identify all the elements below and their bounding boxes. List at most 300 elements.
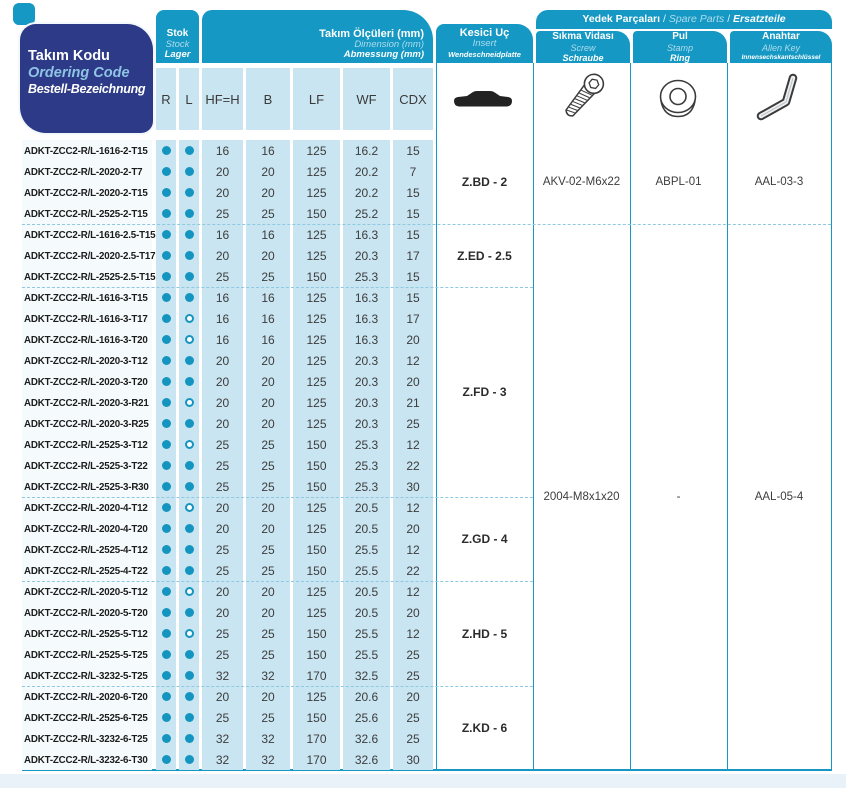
- b-cell: 25: [246, 623, 290, 644]
- b-cell: 20: [246, 686, 290, 707]
- key-part-number: AAL-03-3: [754, 176, 804, 188]
- b-cell: 20: [246, 413, 290, 434]
- hf-cell: 20: [202, 581, 243, 602]
- b-cell: 20: [246, 161, 290, 182]
- b-cell: 20: [246, 518, 290, 539]
- insert-header: [436, 24, 533, 63]
- code-cell: [22, 476, 152, 497]
- code-cell: [22, 497, 152, 518]
- ordering-code-text: ADKT-ZCC2-R/L-3232-6-T25: [24, 732, 148, 745]
- wf-cell: 20.2: [343, 182, 390, 203]
- group-separator-dashed-line: [22, 497, 533, 498]
- hf-cell: 32: [202, 665, 243, 686]
- stock-r-cell: [156, 161, 176, 182]
- stock-l-dot-open: [185, 335, 194, 344]
- hf-cell: 20: [202, 182, 243, 203]
- cdx-cell: 15: [393, 266, 433, 287]
- lf-cell: 170: [293, 665, 340, 686]
- stock-r-dot-filled: [162, 608, 171, 617]
- dimensions-header-en: Dimension (mm): [354, 38, 424, 50]
- stock-l-cell: [179, 308, 199, 329]
- hf-cell: 25: [202, 266, 243, 287]
- code-cell: [22, 686, 152, 707]
- cdx-cell: 12: [393, 350, 433, 371]
- lf-cell: 150: [293, 476, 340, 497]
- b-cell: 25: [246, 476, 290, 497]
- stock-l-dot-open: [185, 587, 194, 596]
- stock-r-cell: [156, 581, 176, 602]
- stock-r-dot-filled: [162, 503, 171, 512]
- separator: /: [660, 13, 669, 25]
- b-cell: 25: [246, 455, 290, 476]
- cdx-cell: 25: [393, 413, 433, 434]
- cdx-cell: 20: [393, 329, 433, 350]
- lf-cell: 125: [293, 161, 340, 182]
- cdx-cell: 25: [393, 728, 433, 749]
- b-cell: 25: [246, 644, 290, 665]
- ordering-code-text: ADKT-ZCC2-R/L-2020-3-T12: [24, 354, 148, 367]
- stock-r-cell: [156, 224, 176, 245]
- insert-group-label: Z.KD - 6: [461, 721, 508, 735]
- lf-cell: 125: [293, 140, 340, 161]
- ordering-code-text: ADKT-ZCC2-R/L-1616-3-T17: [24, 312, 148, 325]
- stock-r-dot-filled: [162, 251, 171, 260]
- stock-l-dot-filled: [185, 608, 194, 617]
- insert-group-label: Z.HD - 5: [461, 626, 508, 641]
- stock-l-cell: [179, 623, 199, 644]
- stock-l-dot-filled: [185, 692, 194, 701]
- stock-header: [156, 10, 199, 63]
- stock-l-cell: [179, 518, 199, 539]
- stock-l-cell: [179, 140, 199, 161]
- stock-r-cell: [156, 350, 176, 371]
- stock-l-dot-open: [185, 629, 194, 638]
- stock-r-cell: [156, 686, 176, 707]
- code-cell: [22, 581, 152, 602]
- lf-cell: 125: [293, 686, 340, 707]
- lf-cell: 125: [293, 581, 340, 602]
- stock-r-dot-filled: [162, 482, 171, 491]
- insert-header-de: Wendeschneidplatte: [448, 49, 521, 59]
- hf-cell: 25: [202, 560, 243, 581]
- b-cell: 32: [246, 749, 290, 770]
- stock-r-dot-filled: [162, 524, 171, 533]
- code-cell: [22, 392, 152, 413]
- hf-cell: 32: [202, 728, 243, 749]
- hf-cell: 25: [202, 455, 243, 476]
- cdx-cell: 7: [393, 161, 433, 182]
- stock-l-dot-filled: [185, 545, 194, 554]
- ordering-code-text: ADKT-ZCC2-R/L-2525-4-T22: [24, 564, 148, 577]
- stock-r-cell: [156, 518, 176, 539]
- hf-cell: 20: [202, 245, 243, 266]
- wf-cell: 16.3: [343, 287, 390, 308]
- stock-l-cell: [179, 686, 199, 707]
- insert-header-en: Insert: [472, 38, 497, 49]
- code-cell: [22, 665, 152, 686]
- lf-cell: 125: [293, 413, 340, 434]
- ordering-code-text: ADKT-ZCC2-R/L-2020-5-T12: [24, 585, 148, 598]
- lf-cell: 170: [293, 749, 340, 770]
- ordering-code-text: ADKT-ZCC2-R/L-2020-3-T20: [24, 375, 148, 388]
- stock-l-dot-open: [185, 398, 194, 407]
- stock-l-dot-filled: [185, 461, 194, 470]
- stock-r-dot-filled: [162, 461, 171, 470]
- stock-r-cell: [156, 434, 176, 455]
- stock-r-dot-filled: [162, 419, 171, 428]
- code-cell: [22, 560, 152, 581]
- stock-r-dot-filled: [162, 230, 171, 239]
- hf-cell: 20: [202, 518, 243, 539]
- ring-header: [633, 31, 727, 63]
- wf-cell: 20.6: [343, 686, 390, 707]
- stock-r-cell: [156, 623, 176, 644]
- stock-r-dot-filled: [162, 566, 171, 575]
- spare-parts-header-en: Spare Parts: [668, 13, 725, 25]
- hf-cell: 25: [202, 203, 243, 224]
- stock-l-cell: [179, 434, 199, 455]
- wf-cell: 25.3: [343, 476, 390, 497]
- stock-l-cell: [179, 560, 199, 581]
- stock-r-dot-filled: [162, 167, 171, 176]
- hf-cell: 25: [202, 623, 243, 644]
- wf-cell: 20.2: [343, 161, 390, 182]
- column-header-r: R: [156, 68, 176, 130]
- stock-r-cell: [156, 203, 176, 224]
- hf-cell: 20: [202, 497, 243, 518]
- lf-cell: 125: [293, 371, 340, 392]
- cdx-cell: 20: [393, 518, 433, 539]
- wf-cell: 20.3: [343, 413, 390, 434]
- wf-cell: 25.5: [343, 644, 390, 665]
- lf-cell: 125: [293, 392, 340, 413]
- column-divider: [533, 63, 534, 771]
- column-divider: [436, 63, 437, 771]
- code-cell: [22, 644, 152, 665]
- stock-r-cell: [156, 476, 176, 497]
- insert-group-label: Z.BD - 2: [461, 175, 508, 189]
- stock-l-dot-filled: [185, 230, 194, 239]
- b-cell: 16: [246, 224, 290, 245]
- stock-l-cell: [179, 644, 199, 665]
- wf-cell: 16.3: [343, 224, 390, 245]
- wf-cell: 20.5: [343, 581, 390, 602]
- lf-cell: 150: [293, 266, 340, 287]
- cdx-cell: 20: [393, 371, 433, 392]
- wf-cell: 25.2: [343, 203, 390, 224]
- stock-l-dot-open: [185, 503, 194, 512]
- cdx-cell: 25: [393, 644, 433, 665]
- stock-r-cell: [156, 182, 176, 203]
- stock-r-dot-filled: [162, 713, 171, 722]
- hf-cell: 20: [202, 686, 243, 707]
- hf-cell: 25: [202, 644, 243, 665]
- washer-icon: [654, 76, 702, 122]
- code-cell: [22, 350, 152, 371]
- insert-group-label: Z.ED - 2.5: [457, 248, 512, 263]
- lf-cell: 125: [293, 497, 340, 518]
- ordering-code-text: ADKT-ZCC2-R/L-1616-3-T15: [24, 291, 148, 304]
- stock-l-dot-filled: [185, 650, 194, 659]
- ordering-code-text: ADKT-ZCC2-R/L-2525-3-T22: [24, 459, 148, 472]
- ring-header-tr: Pul: [672, 31, 688, 42]
- lf-cell: 150: [293, 455, 340, 476]
- stock-l-cell: [179, 224, 199, 245]
- code-cell: [22, 203, 152, 224]
- allen-key-header-de: Innensechskantschlüssel: [741, 53, 821, 61]
- stock-r-dot-filled: [162, 188, 171, 197]
- stock-r-cell: [156, 455, 176, 476]
- wf-cell: 25.3: [343, 266, 390, 287]
- code-cell: [22, 518, 152, 539]
- code-cell: [22, 308, 152, 329]
- stock-l-cell: [179, 602, 199, 623]
- hf-cell: 25: [202, 707, 243, 728]
- wf-cell: 25.5: [343, 539, 390, 560]
- stock-r-dot-filled: [162, 545, 171, 554]
- group-separator-dashed-line: [22, 686, 533, 687]
- stock-r-dot-filled: [162, 692, 171, 701]
- lf-cell: 125: [293, 602, 340, 623]
- cdx-cell: 15: [393, 140, 433, 161]
- stock-l-dot-open: [185, 314, 194, 323]
- stock-l-dot-filled: [185, 734, 194, 743]
- stock-l-dot-filled: [185, 524, 194, 533]
- grooving-insert-icon: [452, 87, 514, 111]
- stock-r-cell: [156, 371, 176, 392]
- wf-cell: 16.3: [343, 329, 390, 350]
- cdx-cell: 20: [393, 602, 433, 623]
- code-cell: [22, 329, 152, 350]
- column-header-cdx: CDX: [393, 68, 433, 130]
- stock-l-dot-filled: [185, 713, 194, 722]
- spare-parts-header-tr: Yedek Parçaları: [582, 13, 661, 25]
- stock-r-cell: [156, 539, 176, 560]
- b-cell: 25: [246, 266, 290, 287]
- ordering-code-text: ADKT-ZCC2-R/L-2525-3-T12: [24, 438, 148, 451]
- stock-l-dot-filled: [185, 755, 194, 764]
- wf-cell: 25.5: [343, 623, 390, 644]
- stock-l-cell: [179, 371, 199, 392]
- title-de: Bestell-Bezeichnung: [28, 82, 146, 96]
- b-cell: 25: [246, 539, 290, 560]
- stock-r-cell: [156, 644, 176, 665]
- code-cell: [22, 623, 152, 644]
- ordering-code-text: ADKT-ZCC2-R/L-3232-5-T25: [24, 669, 148, 682]
- key-part-number: AAL-05-4: [754, 491, 804, 503]
- lf-cell: 125: [293, 245, 340, 266]
- stock-r-cell: [156, 287, 176, 308]
- stock-r-dot-filled: [162, 440, 171, 449]
- stock-r-dot-filled: [162, 293, 171, 302]
- stock-l-cell: [179, 392, 199, 413]
- stock-l-cell: [179, 728, 199, 749]
- insert-header-tr: Kesici Uç: [459, 27, 510, 39]
- ordering-code-text: ADKT-ZCC2-R/L-2020-2-T15: [24, 186, 148, 199]
- screw-header: [536, 31, 630, 63]
- stock-l-dot-filled: [185, 146, 194, 155]
- ordering-code-text: ADKT-ZCC2-R/L-1616-3-T20: [24, 333, 148, 346]
- stock-l-cell: [179, 266, 199, 287]
- hf-cell: 32: [202, 749, 243, 770]
- stock-header-tr: Stok: [166, 28, 189, 39]
- cdx-cell: 30: [393, 476, 433, 497]
- stock-l-cell: [179, 350, 199, 371]
- allen-key-header: [730, 31, 832, 63]
- ordering-code-text: ADKT-ZCC2-R/L-2020-2-T7: [24, 165, 143, 178]
- stock-r-dot-filled: [162, 398, 171, 407]
- cdx-cell: 17: [393, 245, 433, 266]
- insert-group-label: Z.GD - 4: [461, 532, 508, 546]
- stock-l-dot-filled: [185, 566, 194, 575]
- stock-header-de: Lager: [164, 49, 191, 60]
- group-separator-dashed-line: [22, 224, 831, 225]
- code-cell: [22, 749, 152, 770]
- stock-l-cell: [179, 749, 199, 770]
- wf-cell: 20.5: [343, 497, 390, 518]
- column-divider: [727, 63, 728, 771]
- lf-cell: 125: [293, 350, 340, 371]
- stock-r-dot-filled: [162, 272, 171, 281]
- ordering-code-text: ADKT-ZCC2-R/L-1616-2-T15: [24, 144, 148, 157]
- hf-cell: 25: [202, 434, 243, 455]
- code-cell: [22, 455, 152, 476]
- stock-r-cell: [156, 308, 176, 329]
- stock-r-dot-filled: [162, 755, 171, 764]
- cdx-cell: 12: [393, 434, 433, 455]
- stock-r-dot-filled: [162, 314, 171, 323]
- insert-group-label: Z.FD - 3: [462, 385, 507, 399]
- ordering-code-text: ADKT-ZCC2-R/L-2525-5-T25: [24, 648, 148, 661]
- stock-r-cell: [156, 266, 176, 287]
- wf-cell: 20.5: [343, 518, 390, 539]
- cdx-cell: 22: [393, 455, 433, 476]
- stock-r-cell: [156, 329, 176, 350]
- stock-r-cell: [156, 707, 176, 728]
- stock-l-dot-filled: [185, 188, 194, 197]
- ordering-code-header: [20, 24, 153, 133]
- b-cell: 25: [246, 434, 290, 455]
- hf-cell: 20: [202, 602, 243, 623]
- b-cell: 20: [246, 350, 290, 371]
- b-cell: 32: [246, 728, 290, 749]
- b-cell: 16: [246, 140, 290, 161]
- stock-r-dot-filled: [162, 209, 171, 218]
- b-cell: 32: [246, 665, 290, 686]
- stock-l-cell: [179, 287, 199, 308]
- lf-cell: 150: [293, 560, 340, 581]
- stock-l-cell: [179, 455, 199, 476]
- column-header-wf: WF: [343, 68, 390, 130]
- lf-cell: 125: [293, 287, 340, 308]
- stock-r-cell: [156, 497, 176, 518]
- page-bottom-strip: [0, 774, 846, 788]
- cdx-cell: 12: [393, 539, 433, 560]
- stock-r-cell: [156, 413, 176, 434]
- b-cell: 20: [246, 371, 290, 392]
- cdx-cell: 20: [393, 686, 433, 707]
- cdx-cell: 15: [393, 224, 433, 245]
- group-separator-dashed-line: [22, 287, 533, 288]
- stock-l-dot-filled: [185, 251, 194, 260]
- group-separator-dashed-line: [22, 581, 533, 582]
- stock-r-cell: [156, 140, 176, 161]
- screw-part-number: AKV-02-M6x22: [542, 176, 621, 188]
- stock-l-dot-filled: [185, 482, 194, 491]
- stock-l-cell: [179, 539, 199, 560]
- wf-cell: 20.5: [343, 602, 390, 623]
- column-header-lf: LF: [293, 68, 340, 130]
- column-header-b: B: [246, 68, 290, 130]
- code-cell: [22, 413, 152, 434]
- title-en: Ordering Code: [28, 65, 130, 81]
- lf-cell: 125: [293, 329, 340, 350]
- lf-cell: 125: [293, 182, 340, 203]
- stock-r-cell: [156, 392, 176, 413]
- cdx-cell: 15: [393, 203, 433, 224]
- stock-l-dot-filled: [185, 272, 194, 281]
- wf-cell: 32.6: [343, 728, 390, 749]
- stock-l-dot-filled: [185, 671, 194, 680]
- stock-l-dot-filled: [185, 167, 194, 176]
- b-cell: 20: [246, 182, 290, 203]
- ordering-code-text: ADKT-ZCC2-R/L-2020-4-T20: [24, 522, 148, 535]
- screw-header-tr: Sıkma Vidası: [552, 31, 614, 42]
- lf-cell: 150: [293, 707, 340, 728]
- stock-l-cell: [179, 413, 199, 434]
- stock-l-cell: [179, 665, 199, 686]
- dimensions-header-de: Abmessung (mm): [343, 49, 424, 60]
- ring-part-number: ABPL-01: [655, 176, 702, 188]
- title-tr: Takım Kodu: [28, 48, 110, 64]
- hf-cell: 20: [202, 392, 243, 413]
- cdx-cell: 12: [393, 623, 433, 644]
- stock-l-dot-filled: [185, 356, 194, 365]
- code-cell: [22, 728, 152, 749]
- dimensions-header: [202, 10, 433, 63]
- ring-header-en: Stamp: [666, 42, 693, 53]
- stock-l-cell: [179, 476, 199, 497]
- stock-r-dot-filled: [162, 356, 171, 365]
- wf-cell: 32.6: [343, 749, 390, 770]
- stock-r-dot-filled: [162, 671, 171, 680]
- code-cell: [22, 224, 156, 245]
- wf-cell: 20.3: [343, 245, 390, 266]
- wf-cell: 20.3: [343, 392, 390, 413]
- wf-cell: 25.3: [343, 434, 390, 455]
- ordering-code-text: ADKT-ZCC2-R/L-3232-6-T30: [24, 753, 148, 766]
- hf-cell: 25: [202, 476, 243, 497]
- stock-l-dot-filled: [185, 209, 194, 218]
- stock-l-dot-filled: [185, 419, 194, 428]
- allen-key-header-en: Allen Key: [761, 42, 801, 53]
- lf-cell: 150: [293, 203, 340, 224]
- screw-header-de: Schraube: [562, 52, 604, 63]
- code-cell: [22, 707, 152, 728]
- stock-l-dot-open: [185, 440, 194, 449]
- stock-l-cell: [179, 581, 199, 602]
- b-cell: 16: [246, 308, 290, 329]
- code-cell: [22, 161, 152, 182]
- code-cell: [22, 434, 152, 455]
- code-cell: [22, 266, 156, 287]
- ordering-code-text: ADKT-ZCC2-R/L-2020-3-R25: [24, 417, 149, 430]
- hf-cell: 16: [202, 140, 243, 161]
- spare-parts-header: [536, 10, 832, 29]
- b-cell: 20: [246, 581, 290, 602]
- screw-header-en: Screw: [570, 42, 596, 53]
- hf-cell: 16: [202, 329, 243, 350]
